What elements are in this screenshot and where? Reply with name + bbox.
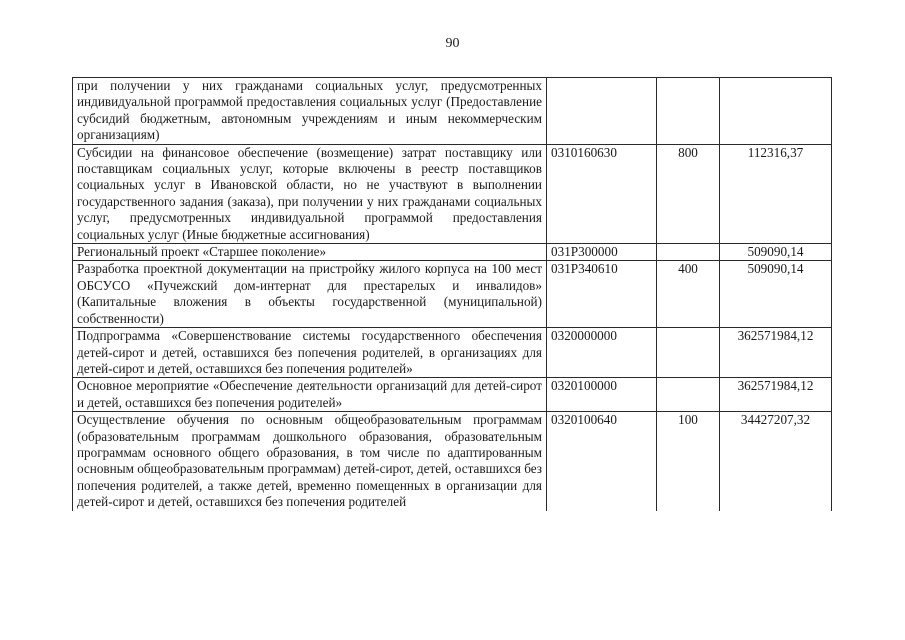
row-amount: 362571984,12 <box>720 328 832 378</box>
page-number: 90 <box>445 36 460 51</box>
row-description: Осуществление обучения по основным общеобразовательным программам (образовательным программам дошкольного образования, образовательным программам основного общего образования, в том числе по адаптированным основным общеобразовательным программам) детей-сирот, детей, оставшихся без попечения родителей, а также детей, временно помещенных в организации для детей-сирот и детей, оставшихся без попечения родителей <box>73 412 547 511</box>
table-row <box>73 412 832 511</box>
row-description: Подпрограмма «Совершенствование системы государственного обеспечения детей-сирот и детей, оставшихся без попечения родителей, в организациях для детей-сирот и детей, оставшихся без попечения родителей» <box>73 328 547 378</box>
row-expense-type <box>657 328 720 378</box>
table-row <box>73 261 832 328</box>
row-code <box>547 78 657 145</box>
row-amount: 112316,37 <box>720 144 832 243</box>
row-amount: 509090,14 <box>720 244 832 261</box>
row-amount <box>720 78 832 145</box>
row-amount: 34427207,32 <box>720 412 832 511</box>
budget-table <box>72 77 832 511</box>
row-code: 0320000000 <box>547 328 657 378</box>
table-row <box>73 378 832 412</box>
table-row <box>73 328 832 378</box>
row-code: 0320100640 <box>547 412 657 511</box>
row-description: при получении у них гражданами социальных услуг, предусмотренных индивидуальной программой предоставления социальных услуг (Предоставление субсидий бюджетным, автономным учреждениям и иным некоммерческим организациям) <box>73 78 547 145</box>
row-expense-type: 100 <box>657 412 720 511</box>
table-row <box>73 244 832 261</box>
row-expense-type <box>657 378 720 412</box>
row-code: 0320100000 <box>547 378 657 412</box>
row-code: 031P340610 <box>547 261 657 328</box>
row-expense-type <box>657 78 720 145</box>
row-description: Субсидии на финансовое обеспечение (возмещение) затрат поставщику или поставщикам социальных услуг, которые включены в реестр поставщиков социальных услуг в Ивановской области, но не участвуют в выполнении государственного задания (заказа), при получении у них гражданами социальных услуг, предусмотренных индивидуальной программой предоставления социальных услуг (Иные бюджетные ассигнования) <box>73 144 547 243</box>
row-code: 0310160630 <box>547 144 657 243</box>
row-code: 031P300000 <box>547 244 657 261</box>
row-expense-type: 800 <box>657 144 720 243</box>
row-description: Основное мероприятие «Обеспечение деятельности организаций для детей-сирот и детей, оставшихся без попечения родителей» <box>73 378 547 412</box>
row-description: Региональный проект «Старшее поколение» <box>73 244 547 261</box>
table-row <box>73 78 832 145</box>
row-expense-type: 400 <box>657 261 720 328</box>
row-amount: 362571984,12 <box>720 378 832 412</box>
table-row <box>73 144 832 243</box>
row-amount: 509090,14 <box>720 261 832 328</box>
row-expense-type <box>657 244 720 261</box>
row-description: Разработка проектной документации на пристройку жилого корпуса на 100 мест ОБСУСО «Пучежский дом-интернат для престарелых и инвалидов» (Капитальные вложения в объекты государственной (муниципальной) собственности) <box>73 261 547 328</box>
